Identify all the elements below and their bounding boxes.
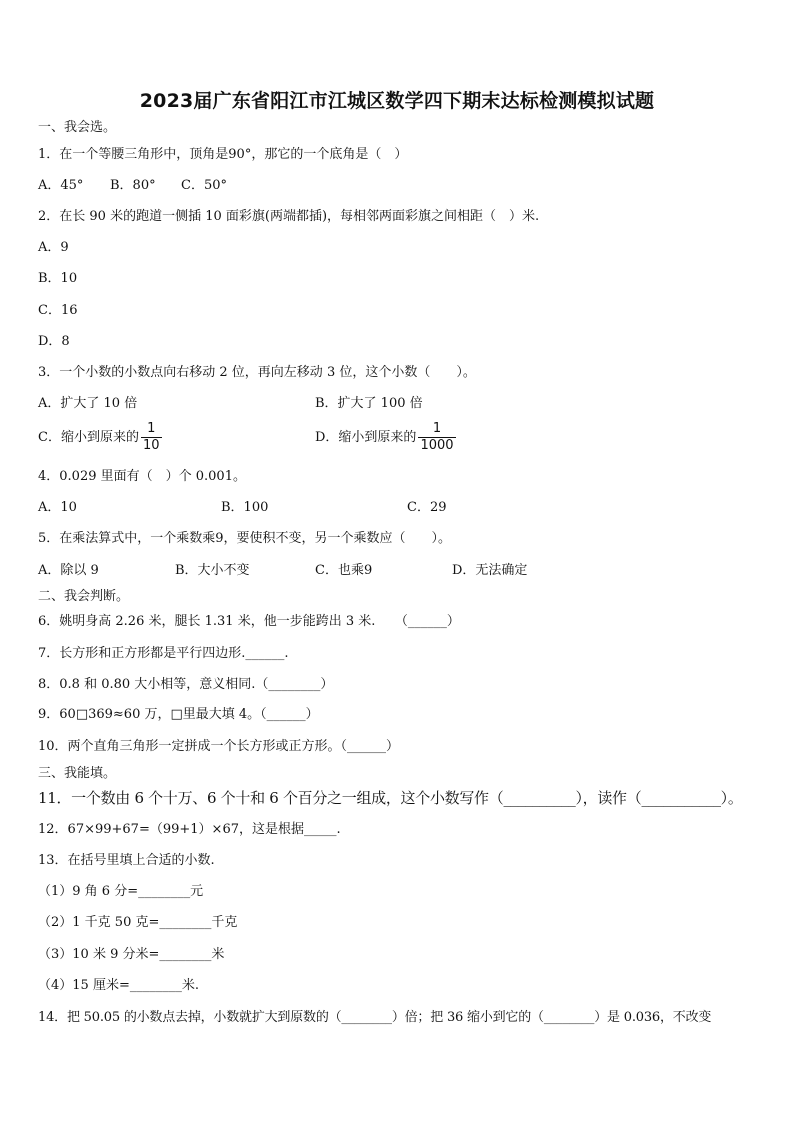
question-7: 7．长方形和正方形都是平行四边形.______.	[38, 646, 289, 661]
question-13-part-4: （4）15 厘米=________米.	[38, 978, 199, 993]
fraction-denominator: 10	[142, 438, 160, 453]
question-8: 8．0.8 和 0.80 大小相等，意义相同.（________）	[38, 677, 334, 692]
q2-option-b: B．10	[38, 271, 78, 286]
question-12: 12．67×99+67=（99+1）×67，这是根据_____.	[38, 822, 341, 837]
q1-option-a: A．45°	[38, 178, 84, 193]
q3-option-b: B．扩大了 100 倍	[315, 396, 423, 411]
question-4: 4．0.029 里面有（ ）个 0.001。	[38, 469, 246, 484]
q2-option-d: D．8	[38, 334, 70, 349]
question-13-part-1: （1）9 角 6 分=________元	[38, 884, 204, 899]
fraction-denominator: 1000	[420, 438, 454, 453]
q4-option-a: A．10	[38, 500, 77, 515]
question-5: 5．在乘法算式中，一个乘数乘9，要使积不变，另一个乘数应（ ）。	[38, 531, 452, 546]
question-3: 3．一个小数的小数点向右移动 2 位，再向左移动 3 位，这个小数（ ）。	[38, 365, 476, 380]
fraction-one-thousandth	[418, 421, 455, 454]
q4-option-b: B．100	[221, 500, 269, 515]
page-title: 2023届广东省阳江市江城区数学四下期末达标检测模拟试题	[139, 90, 655, 112]
question-9: 9．60□369≈60 万，□里最大填 4。（______）	[38, 707, 319, 722]
question-13-part-2: （2）1 千克 50 克=________千克	[38, 915, 238, 930]
q5-option-c: C．也乘9	[315, 563, 373, 578]
q5-option-a: A．除以 9	[38, 563, 99, 578]
q3-option-a: A．扩大了 10 倍	[38, 396, 138, 411]
question-14: 14．把 50.05 的小数点去掉，小数就扩大到原数的（________）倍；把 36 缩小到它的（________）是 0.036，不改变	[38, 1010, 712, 1025]
question-13: 13．在括号里填上合适的小数.	[38, 853, 215, 868]
section-heading-fill: 三、我能填。	[38, 766, 117, 781]
q3-option-d-label: D．缩小到原来的	[315, 430, 417, 445]
q3-option-d	[315, 421, 456, 454]
q5-option-d: D．无法确定	[452, 563, 528, 578]
q2-option-a: A．9	[38, 240, 69, 255]
section-heading-judge: 二、我会判断。	[38, 589, 130, 604]
question-6: 6．姚明身高 2.26 米，腿长 1.31 米，他一步能跨出 3 米. （______）	[38, 614, 460, 629]
q5-option-b: B．大小不变	[175, 563, 250, 578]
fraction-numerator: 1	[147, 421, 156, 436]
q1-option-c: C．50°	[181, 178, 227, 193]
q3-option-c-label: C．缩小到原来的	[38, 430, 139, 445]
q2-option-c: C．16	[38, 303, 78, 318]
question-2: 2．在长 90 米的跑道一侧插 10 面彩旗(两端都插)，每相邻两面彩旗之间相距（ ）米.	[38, 209, 540, 224]
fraction-one-tenth	[141, 421, 162, 454]
question-1: 1．在一个等腰三角形中，顶角是90°，那它的一个底角是（ ）	[38, 147, 408, 162]
section-heading-choose: 一、我会选。	[38, 120, 117, 135]
q4-option-c: C．29	[407, 500, 447, 515]
q1-option-b: B．80°	[110, 178, 156, 193]
question-11: 11．一个数由 6 个十万、6 个十和 6 个百分之一组成，这个小数写作（__________），读作（___________）。	[38, 789, 743, 807]
fraction-numerator: 1	[432, 421, 442, 436]
question-13-part-3: （3）10 米 9 分米=________米	[38, 947, 225, 962]
q3-option-c	[38, 421, 162, 454]
question-10: 10．两个直角三角形一定拼成一个长方形或正方形。（______）	[38, 739, 400, 754]
